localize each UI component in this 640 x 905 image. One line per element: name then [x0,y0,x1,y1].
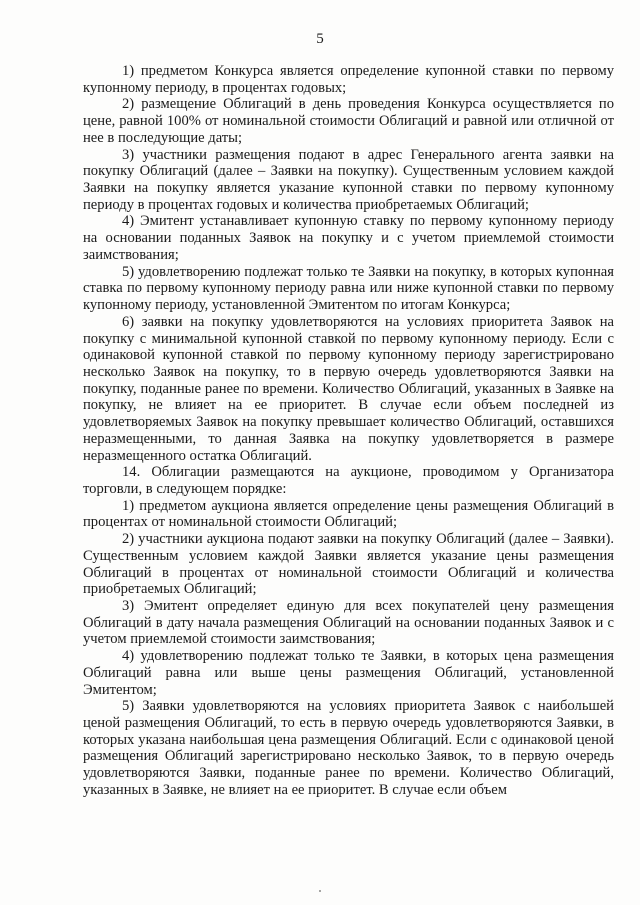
paragraph-placement-price: 2) размещение Облигаций в день проведения Конкурса осуществляется по цене, равной 100% от номинальной стоимости Облигаций и равной или отличной от нее в последующие даты; [83,96,614,146]
document-body [83,63,614,799]
paragraph-issuer-sets-rate: 4) Эмитент устанавливает купонную ставку по первому купонному периоду на основании поданных Заявок на покупку и с учетом приемлемой стоимости заимствования; [83,213,614,263]
paragraph-participants-requests: 3) участники размещения подают в адрес Генерального агента заявки на покупку Облигаций (далее – Заявки на покупку). Существенным условием каждой Заявки на покупку является указание купонной ставки по первому купонному периоду в процентах годовых и количества приобретаемых Облигаций; [83,146,614,213]
paragraph-auction-participants: 2) участники аукциона подают заявки на покупку Облигаций (далее – Заявки). Существенным условием каждой Заявки является указание цены размещения Облигаций в процентах от номинальной стоимости Облигаций и количества приобретаемых Облигаций; [83,531,614,598]
paragraph-auction-subject: 1) предметом аукциона является определение цены размещения Облигаций в процентах от номинальной стоимости Облигаций; [83,497,614,531]
paragraph-requests-satisfied: 5) удовлетворению подлежат только те Заявки на покупку, в которых купонная ставка по первому купонному периоду равна или ниже купонной ставки по первому купонному периоду, установленной Эмитентом по итогам Конкурса; [83,263,614,314]
paragraph-issuer-sets-price: 3) Эмитент определяет единую для всех покупателей цену размещения Облигаций в дату начала размещения Облигаций на основании поданных Заявок и с учетом приемлемой стоимости заимствования; [83,598,614,648]
scan-speck [319,890,321,892]
paragraph-section-14-auction: 14. Облигации размещаются на аукционе, проводимом у Организатора торговли, в следующем порядке: [83,464,614,497]
page-number: 5 [316,31,324,47]
paragraph-auction-requests-satisfied: 4) удовлетворению подлежат только те Заявки, в которых цена размещения Облигаций равна или выше цены размещения Облигаций, установленной Эмитентом; [83,648,614,698]
paragraph-requests-priority: 6) заявки на покупку удовлетворяются на условиях приоритета Заявок на покупку с минимальной купонной ставкой по первому купонному периоду. Если с одинаковой купонной ставкой по первому купонному периоду зарегистрировано несколько Заявок на покупку, то в первую очередь удовлетворяются Заявки на покупку, поданные ранее по времени. Количество Облигаций, указанных в Заявке на покупку, не влияет на ее приоритет. В случае если объем последней из удовлетворяемых Заявок на покупку превышает количество Облигаций, оставшихся неразмещенными, то данная Заявка на покупку удовлетворяется в размере неразмещенного остатка Облигаций. [83,313,614,464]
paragraph-auction-requests-priority: 5) Заявки удовлетворяются на условиях приоритета Заявок с наибольшей ценой размещения Облигаций, то есть в первую очередь удовлетворяются Заявки, в которых указана наибольшая цена размещения Облигаций. Если с одинаковой ценой размещения Облигаций зарегистрировано несколько Заявок, то в первую очередь удовлетворяются Заявки, поданные ранее по времени. Количество Облигаций, указанных в Заявке, не влияет на ее приоритет. В случае если объем [83,698,614,798]
paragraph-contest-subject: 1) предметом Конкурса является определение купонной ставки по первому купонному периоду, в процентах годовых; [83,63,614,96]
